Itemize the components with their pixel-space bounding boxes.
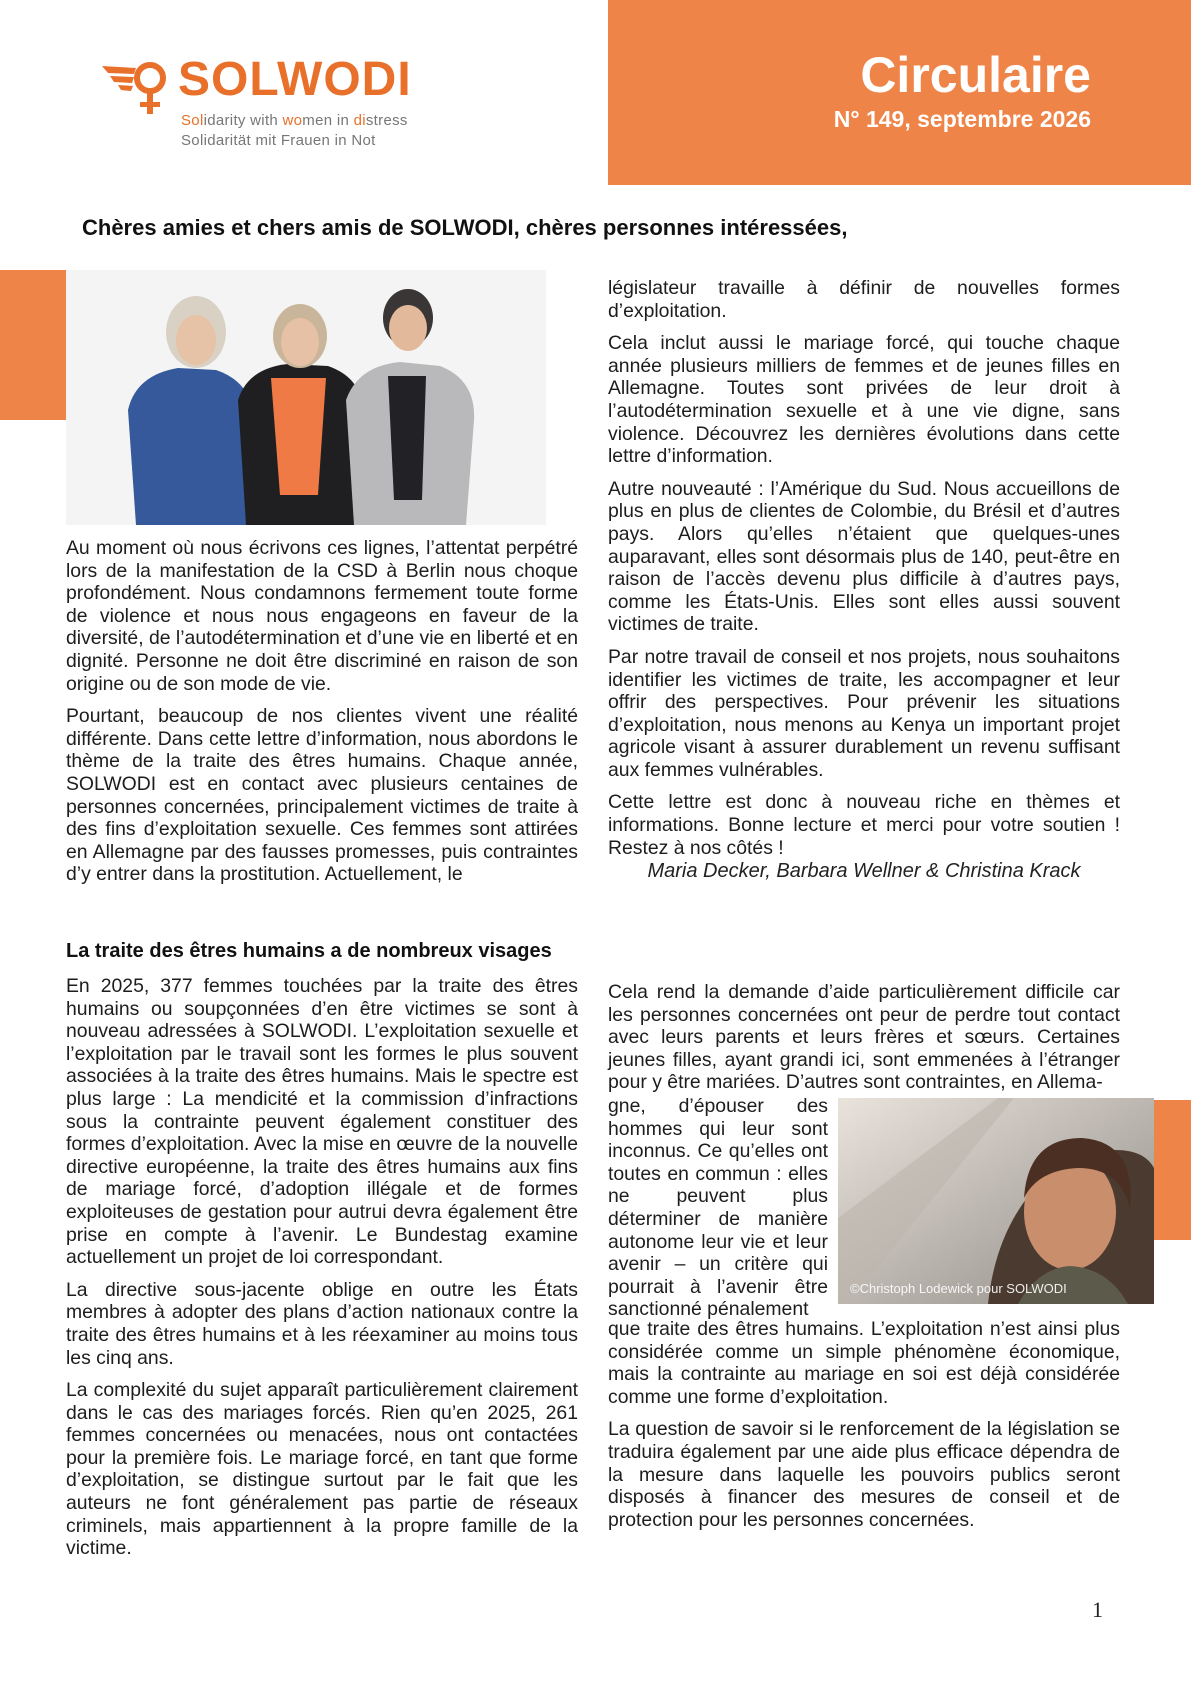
paragraph: Pourtant, beaucoup de nos clientes vivent une réalité différente. Dans cette lettre d’information, nous abordons le thème de la traite des êtres humains. Chaque année, SOLWODI est en contact avec plusieurs centaines de personnes concernées, principalement victimes de traite à des fins d’exploitation sexuelle. Ces femmes sont attirées en Allemagne par des fausses promesses, puis contraintes d’y entrer dans la prostitution. Actuellement, le: [66, 705, 578, 886]
paragraph: Cette lettre est donc à nouveau riche en thèmes et informations. Bonne lecture et merci pour votre soutien ! Restez à nos côtés !: [608, 791, 1120, 859]
intro-right-column: [608, 277, 1120, 869]
paragraph: législateur travaille à définir de nouvelles formes d’exploitation.: [608, 277, 1120, 322]
paragraph: En 2025, 377 femmes touchées par la traite des êtres humains ou soupçonnées d’en être victimes se sont à nouveau adressées à SOLWODI. L’exploitation sexuelle et l’exploitation par le travail sont les formes le plus souvent associées à la traite des êtres humains. Mais le spectre est plus large : La mendicité et la commission d’infractions sous la contrainte peuvent également constituer des formes d’exploitation. Avec la mise en œuvre de la nouvelle directive européenne, la traite des êtres humains aux fins de mariage forcé, d’adoption illégale et de formes exploiteuses de gestation pour autrui devra également être prise en compte à l’avenir. Le Bundestag examine actuellement un projet de loi correspondant.: [66, 975, 578, 1269]
photo-credit: ©Christoph Lodewick pour SOLWODI: [850, 1281, 1067, 1296]
photo-three-women-illustration: [66, 270, 546, 525]
paragraph: La complexité du sujet apparaît particulièrement clairement dans le cas des mariages forcés. Rien qu’en 2025, 261 femmes concernées ou menacées, nous ont contactées pour la première fois. Le mariage forcé, en tant que forme d’exploitation, se distingue surtout par le fait que les auteurs ne font généralement pas partie de réseaux criminels, mais appartiennent à la propre famille de la victime.: [66, 1379, 578, 1560]
paragraph: La question de savoir si le renforcement de la législation se traduira également par une aide plus efficace dépendra de la mesure dans laquelle les pouvoirs publics seront disposés à financer des mesures de conseil et de protection pour les personnes concernées.: [608, 1418, 1120, 1531]
section-left-column: [66, 975, 578, 1570]
paragraph: gne, d’épouser des hommes qui leur sont inconnus. Ce qu’elles ont toutes en commun : elles ne peuvent plus déterminer de manière autonome leur vie et leur avenir – un critère qui pourrait à l’avenir être sanctionné pénalement: [608, 1095, 828, 1321]
section-title: La traite des êtres humains a de nombreux visages: [66, 940, 552, 962]
brand-tagline-en: Solidarity with women in distress: [181, 112, 408, 129]
page-number: 1: [1092, 1597, 1103, 1622]
paragraph: Par notre travail de conseil et nos projets, nous souhaitons identifier les victimes de traite, les accompagner et leur offrir des perspectives. Pour prévenir les situations d’exploitation, nous menons au Kenya un important projet agricole visant à assurer durablement un revenu suffisant aux femmes vulnérables.: [608, 645, 1120, 781]
photo-young-woman: [838, 1098, 1154, 1304]
paragraph: Cela rend la demande d’aide particulièrement difficile car les personnes concernées ont peur de perdre tout contact avec leurs parents et leurs frères et sœurs. Certaines jeunes filles, ayant grandi ici, sont emmenées à l’étranger pour y être mariées. D’autres sont contraintes, en Allema-: [608, 981, 1120, 1094]
newsletter-title: Circulaire: [860, 47, 1091, 103]
signature: Maria Decker, Barbara Wellner & Christina Krack: [647, 860, 1081, 882]
paragraph: Cela inclut aussi le mariage forcé, qui touche chaque année plusieurs milliers de femmes et de jeunes filles en Allemagne. Toutes sont privées de leur droit à l’autodétermination sexuelle et à une vie digne, sans violence. Découvrez les dernières évolutions dans cette lettre d’information.: [608, 332, 1120, 468]
solwodi-logo: [100, 52, 440, 149]
paragraph: Autre nouveauté : l’Amérique du Sud. Nous accueillons de plus en plus de clientes de Colombie, du Brésil et d’autres pays. Alors qu’elles n’étaient que quelques-unes auparavant, elles sont désormais plus de 140, peut-être en raison de l’accès devenu plus difficile à d’autres pays, comme les États-Unis. Elles sont elles aussi souvent victimes de traite.: [608, 477, 1120, 636]
issue-number: N° 149, septembre 2026: [833, 106, 1091, 132]
decorative-bar-left: [0, 270, 66, 420]
header-banner: [608, 0, 1191, 185]
brand-tagline-de: Solidarität mit Frauen in Not: [181, 132, 376, 149]
intro-left-column: [66, 537, 578, 896]
section-right-top: [608, 981, 1120, 1104]
brand-name: SOLWODI: [178, 53, 412, 106]
photo-three-women: [66, 270, 546, 525]
section-right-float: [608, 1095, 828, 1331]
section-right-bottom: [608, 1318, 1120, 1541]
paragraph: La directive sous-jacente oblige en outre les États membres à adopter des plans d’action nationaux contre la traite des êtres humains et à les réexaminer au moins tous les cinq ans.: [66, 1278, 578, 1369]
paragraph: Au moment où nous écrivons ces lignes, l’attentat perpétré lors de la manifestation de la CSD à Berlin nous choque profondément. Nous condamnons fermement toute forme de violence et nous nous engageons en faveur de la diversité, de l’autodétermination et d’une vie en liberté et en dignité. Personne ne doit être discriminé en raison de son origine ou de son mode de vie.: [66, 537, 579, 695]
photo-young-woman-illustration: [838, 1098, 1154, 1304]
greeting: Chères amies et chers amis de SOLWODI, chères personnes intéressées,: [82, 215, 848, 240]
winged-venus-icon: [100, 54, 176, 120]
paragraph: que traite des êtres humains. L’exploitation n’est ainsi plus considérée comme un simple phénomène économique, mais la contrainte au mariage en soi est déjà considérée comme une forme d’exploitation.: [608, 1318, 1120, 1408]
